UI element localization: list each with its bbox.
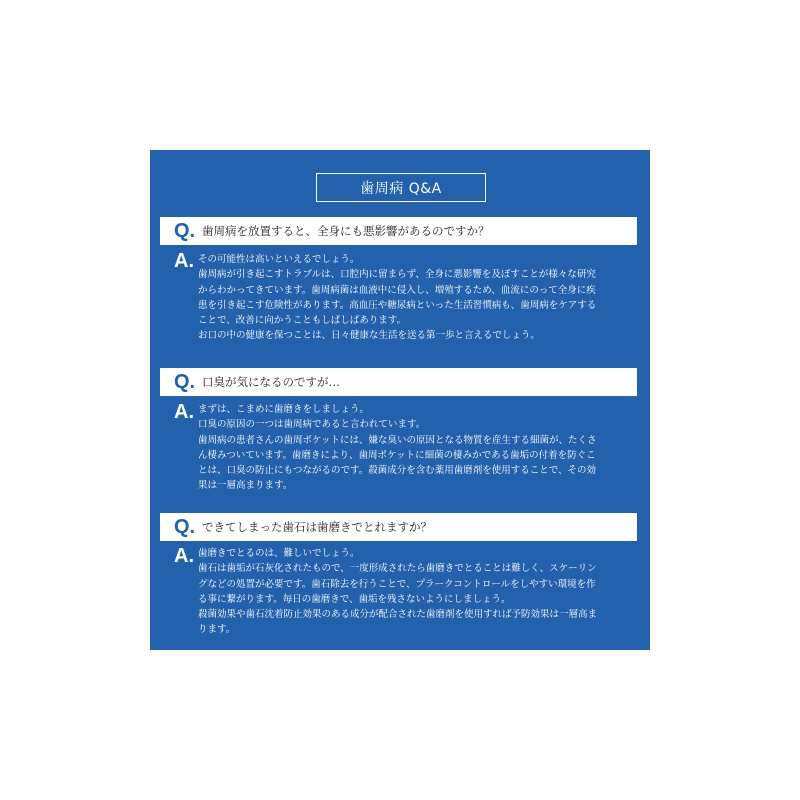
question-text: 口臭が気になるのですが… [202,375,340,389]
answer-line: ります。 [198,624,236,636]
answer-line: 歯石は歯垢が石灰化されたもので、一度形成されたら歯磨きでとることは難しく、スケーリン [198,563,597,575]
answer-text [198,546,638,638]
question-bar [160,368,637,396]
answer-line: 果は一層高まります。 [198,480,293,492]
answer-line: 殺菌効果や歯石沈着防止効果のある成分が配合された歯磨剤を使用すれば予防効果は一層高ま [198,609,598,621]
answer-line: る事に繋がります。毎日の歯磨きで、歯垢を残さないようにしましょう。 [198,593,511,605]
question-bar [160,217,637,245]
answer-line: からわかってきています。歯周病菌は血液中に侵入し、増殖するため、血流にのって全身に疾 [198,284,596,296]
q-mark: Q. [174,219,196,242]
answer-line: 歯磨きでとるのは、難しいでしょう。 [198,548,360,559]
question-text: できてしまった歯石は歯磨きでとれますか？ [202,520,432,534]
a-mark: A. [174,250,194,272]
q-mark: Q. [174,515,196,538]
a-mark: A. [174,545,194,567]
answer-line: 歯周病が引き起こすトラブルは、口腔内に留まらず、全身に悪影響を及ぼすことが様々な研究 [198,269,596,281]
answer-text [198,252,638,344]
answer-line: 患を引き起こす危険性があります。高血圧や糖尿病といった生活習慣病も、歯周病をケアする [198,299,597,311]
q-mark: Q. [174,370,196,393]
answer-line: とは、口臭の防止にもつながるのです。殺菌成分を含む薬用歯磨剤を使用することで、その効 [198,465,597,477]
answer-line: ことで、改善に向かうこともしばしばあります。 [198,315,407,327]
question-text: 歯周病を放置すると、全身にも悪影響があるのですか？ [202,224,490,238]
a-mark: A. [174,401,194,423]
answer-line: お口の中の健康を保つことは、日々健康な生活を送る第一歩と言えるでしょう。 [198,330,540,342]
answer-line: 歯周病の患者さんの歯周ポケットには、嫌な臭いの原因となる物質を産生する細菌が、たくさ [198,434,597,446]
answer-line: その可能性は高いといえるでしょう。 [198,254,360,265]
answer-text [198,402,638,494]
question-bar [160,513,637,541]
answer-line: まずは、こまめに歯磨きをしましょう。 [198,404,370,415]
answer-line: 口臭の原因の一つは歯周病であると言われています。 [198,419,426,431]
answer-line: グなどの処置が必要です。歯石除去を行うことで、プラークコントロールをしやすい環境を作 [198,578,596,590]
section-title: 歯周病 Q&A [316,173,486,202]
qa-panel [150,150,650,650]
answer-line: ん棲みついています。歯磨きにより、歯周ポケットに細菌の棲みかである歯垢の付着を防ぐこ [198,449,596,461]
